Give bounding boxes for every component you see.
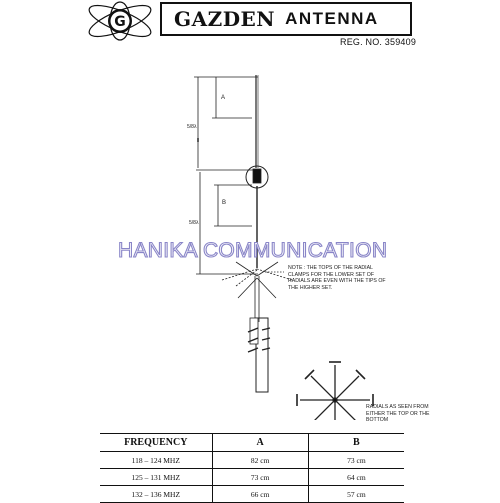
b-cell: 73 cm xyxy=(308,452,404,469)
registration-number: REG. NO. 359409 xyxy=(340,37,417,47)
a-cell: 82 cm xyxy=(212,452,308,469)
b-cell: 57 cm xyxy=(308,486,404,503)
radials-top-view xyxy=(297,362,373,420)
header-a: A xyxy=(212,434,308,452)
header-b: B xyxy=(308,434,404,452)
dimension-b-label: B xyxy=(222,200,227,206)
product-name: ANTENNA xyxy=(285,9,379,28)
radial-clamp-note: NOTE : THE TOPS OF THE RADIAL CLAMPS FOR THE LOWER SET OF RADIALS ARE EVEN WITH THE TIPS OF THE HIGHER SET. xyxy=(288,265,386,291)
frequency-cell: 132 – 136 MHZ xyxy=(100,486,212,503)
logo-letter: G xyxy=(114,14,126,30)
brand-name: GAZDEN xyxy=(174,7,276,31)
header-frequency: FREQUENCY xyxy=(100,434,212,452)
a-cell: 73 cm xyxy=(212,469,308,486)
table-header-row xyxy=(100,434,404,452)
title-box xyxy=(160,2,412,36)
watermark: HANIKA COMMUNICATION xyxy=(118,239,388,262)
frequency-cell: 125 – 131 MHZ xyxy=(100,469,212,486)
a-cell: 66 cm xyxy=(212,486,308,503)
table-row xyxy=(100,469,404,486)
dimension-a-label: A xyxy=(221,95,226,101)
b-cell: 64 cm xyxy=(308,469,404,486)
frequency-cell: 118 – 124 MHZ xyxy=(100,452,212,469)
frequency-table xyxy=(100,433,404,503)
coil xyxy=(253,169,261,183)
radials-caption: RADIALS AS SEEN FROM EITHER THE TOP OR THE BOTTOM xyxy=(366,404,430,424)
table-row xyxy=(100,452,404,469)
gazden-logo xyxy=(80,0,160,42)
lower-length-label: 5/8λ xyxy=(189,220,199,226)
upper-length-label: 5/8λ xyxy=(187,124,197,130)
